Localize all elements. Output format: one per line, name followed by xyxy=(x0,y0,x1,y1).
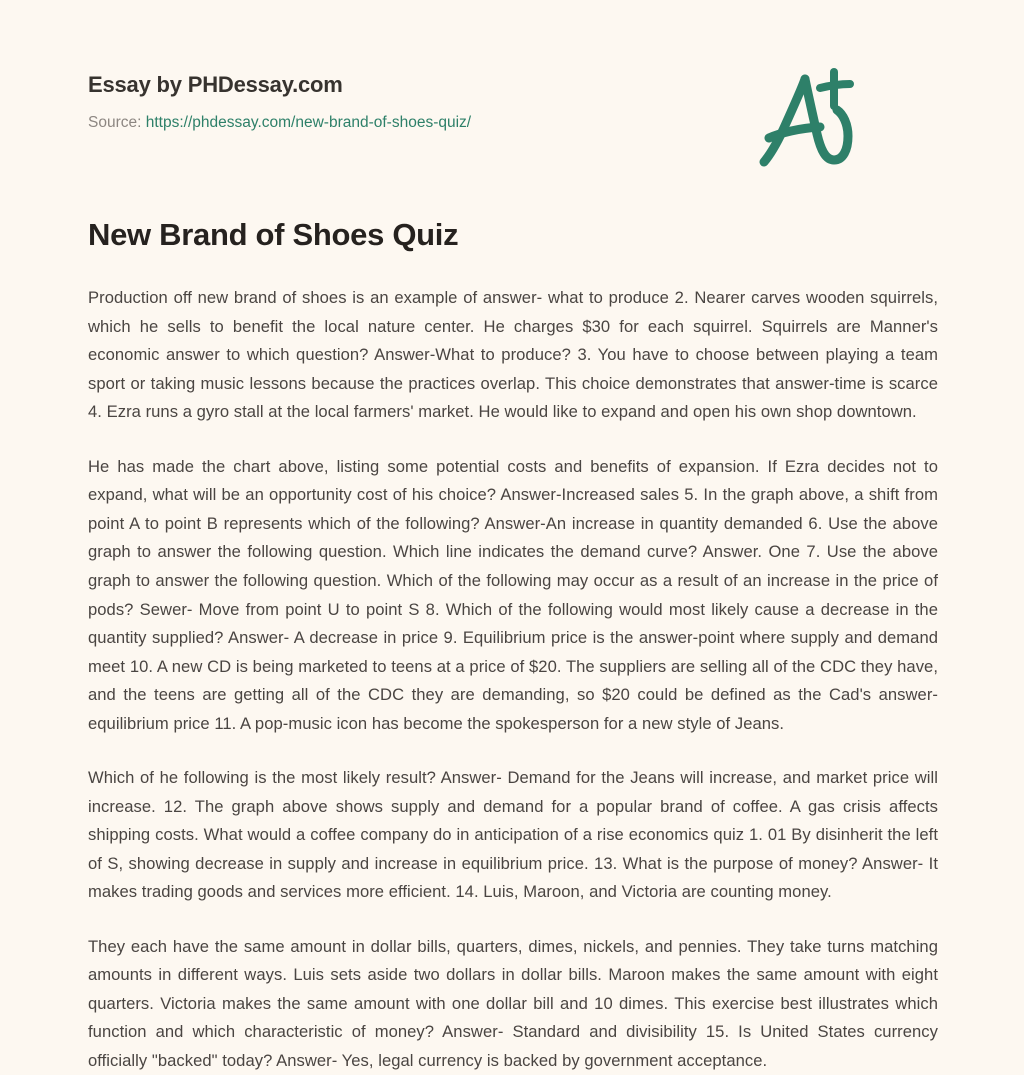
a-plus-logo-icon xyxy=(742,62,862,172)
source-label: Source: xyxy=(88,114,142,132)
document-header xyxy=(88,0,936,132)
source-url-link[interactable]: https://phdessay.com/new-brand-of-shoes-quiz/ xyxy=(145,114,472,132)
page-title: New Brand of Shoes Quiz xyxy=(88,217,459,252)
body-paragraph: Which of he following is the most likely result? Answer- Demand for the Jeans will increase, and market price will increase. 12. The graph above shows supply and demand for a popular brand of coffee. A gas crisis affects shipping costs. What would a coffee company do in anticipation of a rise economics quiz 1. 01 By disinherit the left of S, showing decrease in supply and increase in equilibrium price. 13. What is the purpose of money? Answer- It makes trading goods and services more efficient. 14. Luis, Maroon, and Victoria are counting money. xyxy=(88,768,938,902)
brand-byline: Essay by PHDessay.com xyxy=(88,72,343,97)
essay-body xyxy=(88,253,938,1075)
body-paragraph: He has made the chart above, listing some potential costs and benefits of expansion. If Ezra decides not to expand, what will be an opportunity cost of his choice? Answer-Increased sales 5. In the graph above, a shift from point A to point B represents which of the following? Answer-An increase in quantity demanded 6. Use the above graph to answer the following question. Which line indicates the demand curve? Answer. One 7. Use the above graph to answer the following question. Which of the following may occur as a result of an increase in the price of pods? Sewer- Move from point U to point S 8. Which of the following would most likely cause a decrease in the quantity supplied? Answer- A decrease in price 9. Equilibrium price is the answer-point where supply and demand meet 10. A new CD is being marketed to teens at a price of $20. The suppliers are selling all of the CDC they have, and the teens are getting all of the CDC they are demanding, so $20 could be defined as the Cad's answer-equilibrium price 11. A pop-music icon has become the spokesperson for a new style of Jeans. xyxy=(88,456,938,733)
body-paragraph: Production off new brand of shoes is an example of answer- what to produce 2. Nearer carves wooden squirrels, which he sells to benefit the local nature center. He charges $30 for each squirrel. Squirrels are Manner's economic answer to which question? Answer-What to produce? 3. You have to choose between playing a team sport or taking music lessons because the practices overlap. This choice demonstrates that answer-time is scarce 4. Ezra runs a gyro stall at the local farmers' market. He would like to expand and open his own shop downtown. xyxy=(88,288,938,422)
body-paragraph: They each have the same amount in dollar bills, quarters, dimes, nickels, and pennies. They take turns matching amounts in different ways. Luis sets aside two dollars in dollar bills. Maroon makes the same amount with eight quarters. Victoria makes the same amount with one dollar bill and 10 dimes. This exercise best illustrates which function and which characteristic of money? Answer- Standard and divisibility 15. Is United States currency officially "backed" today? Answer- Yes, legal currency is backed by government acceptance. xyxy=(88,936,938,1070)
